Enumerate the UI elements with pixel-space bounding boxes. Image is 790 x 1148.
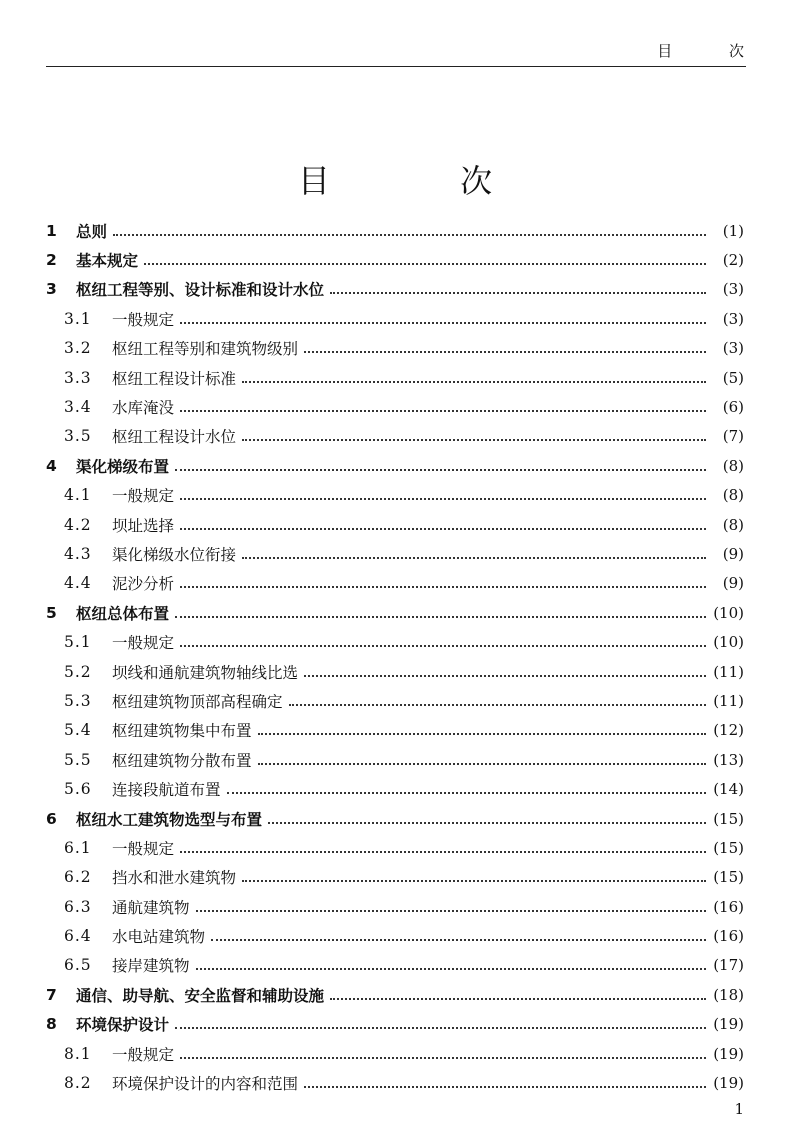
dot-leader — [258, 763, 706, 765]
toc-entry-title: 枢纽建筑物顶部高程确定 — [112, 692, 283, 711]
toc-entry-title: 水库淹没 — [112, 399, 175, 418]
running-header-title: 目 次 — [657, 42, 770, 60]
toc-entry-title: 接岸建筑物 — [112, 957, 190, 976]
toc-entry-title: 枢纽建筑物分散布置 — [112, 751, 252, 770]
toc-entry-title: 一般规定 — [112, 1045, 175, 1064]
dot-leader — [227, 792, 706, 794]
toc-entry[interactable] — [46, 245, 744, 274]
toc-entry-page: (3) — [722, 309, 744, 328]
toc-entry-number: 4.3 — [64, 544, 92, 563]
toc-entry-page: (15) — [713, 838, 744, 857]
dot-leader — [113, 234, 706, 236]
toc-entry-title: 坝址选择 — [112, 516, 175, 535]
toc-entry-title: 基本规定 — [76, 252, 139, 271]
toc-entry-page: (7) — [722, 427, 744, 446]
toc-entry-title: 枢纽工程等别和建筑物级别 — [112, 340, 299, 359]
toc-entry[interactable] — [46, 363, 744, 392]
toc-entry[interactable] — [46, 481, 744, 510]
toc-entry-page: (19) — [713, 1044, 744, 1063]
toc-entry-page: (8) — [722, 456, 744, 475]
toc-entry-number: 5.5 — [64, 750, 92, 769]
toc-entry-number: 5 — [46, 603, 57, 622]
toc-entry-title: 总则 — [76, 222, 108, 241]
toc-entry-page: (5) — [722, 368, 744, 387]
toc-entry-title: 渠化梯级水位衔接 — [112, 545, 237, 564]
toc-entry-number: 7 — [46, 985, 57, 1004]
toc-entry-page: (3) — [722, 339, 744, 358]
toc-entry[interactable] — [46, 539, 744, 568]
dot-leader — [304, 351, 706, 353]
toc-entry-number: 3.1 — [64, 309, 92, 328]
toc-entry-title: 枢纽工程设计水位 — [112, 428, 237, 447]
toc-entry-number: 5.6 — [64, 780, 92, 799]
toc-entry-title: 枢纽工程等别、设计标准和设计水位 — [76, 281, 325, 300]
dot-leader — [242, 439, 706, 441]
dot-leader — [180, 322, 706, 324]
header-rule — [46, 66, 746, 67]
dot-leader — [180, 586, 706, 588]
toc-entry-page: (15) — [713, 868, 744, 887]
toc-entry-number: 6 — [46, 809, 57, 828]
dot-leader — [196, 968, 706, 970]
toc-entry-title: 环境保护设计 — [76, 1016, 170, 1035]
toc-entry[interactable] — [46, 510, 744, 539]
toc-entry[interactable] — [46, 745, 744, 774]
dot-leader — [289, 704, 706, 706]
toc-entry-number: 5.3 — [64, 691, 92, 710]
toc-entry-title: 一般规定 — [112, 634, 175, 653]
toc-entry-title: 坝线和通航建筑物轴线比选 — [112, 663, 299, 682]
toc-entry-page: (10) — [713, 633, 744, 652]
toc-entry[interactable] — [46, 892, 744, 921]
toc-entry[interactable] — [46, 627, 744, 656]
toc-entry-number: 6.4 — [64, 927, 92, 946]
toc-entry-title: 连接段航道布置 — [112, 781, 221, 800]
dot-leader — [180, 1057, 706, 1059]
dot-leader — [180, 410, 706, 412]
toc-entry-page: (11) — [713, 662, 744, 681]
toc-entry[interactable] — [46, 833, 744, 862]
toc-entry[interactable] — [46, 334, 744, 363]
toc-entry-title: 一般规定 — [112, 839, 175, 858]
toc-entry-number: 3.3 — [64, 368, 92, 387]
toc-entry-title: 挡水和泄水建筑物 — [112, 869, 237, 888]
toc-entry-number: 6.3 — [64, 897, 92, 916]
dot-leader — [268, 822, 706, 824]
toc-entry-page: (16) — [713, 897, 744, 916]
toc-entry-page: (14) — [713, 780, 744, 799]
toc-entry-number: 3 — [46, 280, 57, 299]
toc-entry[interactable] — [46, 686, 744, 715]
toc-entry-title: 一般规定 — [112, 310, 175, 329]
dot-leader — [258, 733, 706, 735]
toc-entry[interactable] — [46, 422, 744, 451]
toc-entry[interactable] — [46, 275, 744, 304]
toc-entry-number: 5.2 — [64, 662, 92, 681]
toc-entry-title: 水电站建筑物 — [112, 928, 206, 947]
dot-leader — [180, 851, 706, 853]
toc-entry[interactable] — [46, 657, 744, 686]
toc-entry-number: 8.1 — [64, 1044, 92, 1063]
toc-entry[interactable] — [46, 216, 744, 245]
page-title: 目 次 — [297, 162, 553, 200]
toc-entry-number: 2 — [46, 251, 57, 270]
dot-leader — [175, 616, 706, 618]
dot-leader — [175, 469, 706, 471]
toc-entry-title: 渠化梯级布置 — [76, 457, 170, 476]
toc-entry-page: (3) — [722, 280, 744, 299]
toc-entry-number: 6.5 — [64, 956, 92, 975]
dot-leader — [180, 498, 706, 500]
toc-entry[interactable] — [46, 1068, 744, 1097]
toc-entry-title: 泥沙分析 — [112, 575, 175, 594]
toc-entry[interactable] — [46, 569, 744, 598]
toc-entry-page: (9) — [722, 574, 744, 593]
toc-entry-title: 枢纽建筑物集中布置 — [112, 722, 252, 741]
toc-entry-page: (15) — [713, 809, 744, 828]
toc-entry-number: 6.1 — [64, 838, 92, 857]
table-of-contents — [46, 216, 744, 1098]
toc-entry-page: (16) — [713, 927, 744, 946]
dot-leader — [180, 645, 706, 647]
toc-entry-number: 5.1 — [64, 633, 92, 652]
toc-entry-title: 一般规定 — [112, 487, 175, 506]
dot-leader — [144, 263, 706, 265]
dot-leader — [304, 675, 706, 677]
toc-entry-page: (12) — [713, 721, 744, 740]
toc-entry-page: (9) — [722, 544, 744, 563]
toc-entry-number: 3.5 — [64, 427, 92, 446]
toc-entry-page: (10) — [713, 603, 744, 622]
toc-entry-page: (18) — [713, 985, 744, 1004]
dot-leader — [330, 292, 706, 294]
toc-entry-page: (19) — [713, 1015, 744, 1034]
toc-entry-page: (1) — [722, 221, 744, 240]
dot-leader — [242, 381, 706, 383]
toc-entry-title: 枢纽工程设计标准 — [112, 369, 237, 388]
toc-entry-number: 1 — [46, 221, 57, 240]
toc-entry[interactable] — [46, 1010, 744, 1039]
toc-entry-page: (11) — [713, 691, 744, 710]
toc-entry[interactable] — [46, 951, 744, 980]
toc-entry[interactable] — [46, 598, 744, 627]
toc-entry-number: 3.2 — [64, 339, 92, 358]
toc-entry[interactable] — [46, 980, 744, 1009]
toc-entry[interactable] — [46, 451, 744, 480]
toc-entry-number: 4 — [46, 456, 57, 475]
toc-entry-number: 4.2 — [64, 515, 92, 534]
toc-entry-page: (13) — [713, 750, 744, 769]
toc-entry-title: 枢纽水工建筑物选型与布置 — [76, 810, 263, 829]
toc-entry-number: 6.2 — [64, 868, 92, 887]
dot-leader — [180, 528, 706, 530]
toc-entry[interactable] — [46, 392, 744, 421]
toc-entry-number: 5.4 — [64, 721, 92, 740]
page-number: 1 — [734, 1100, 744, 1118]
toc-entry-title: 通信、助导航、安全监督和辅助设施 — [76, 986, 325, 1005]
toc-entry-title: 通航建筑物 — [112, 898, 190, 917]
toc-entry[interactable] — [46, 716, 744, 745]
toc-entry-page: (2) — [722, 251, 744, 270]
toc-entry-page: (19) — [713, 1074, 744, 1093]
toc-entry-number: 3.4 — [64, 398, 92, 417]
toc-entry-page: (17) — [713, 956, 744, 975]
toc-entry-page: (8) — [722, 515, 744, 534]
dot-leader — [211, 939, 706, 941]
dot-leader — [196, 910, 706, 912]
dot-leader — [330, 998, 706, 1000]
toc-entry-number: 4.1 — [64, 486, 92, 505]
toc-entry-number: 8.2 — [64, 1074, 92, 1093]
dot-leader — [304, 1086, 706, 1088]
toc-entry[interactable] — [46, 304, 744, 333]
toc-entry[interactable] — [46, 863, 744, 892]
dot-leader — [175, 1027, 706, 1029]
dot-leader — [242, 880, 706, 882]
toc-entry-page: (8) — [722, 486, 744, 505]
toc-entry-number: 4.4 — [64, 574, 92, 593]
toc-entry[interactable] — [46, 921, 744, 950]
toc-entry-title: 环境保护设计的内容和范围 — [112, 1075, 299, 1094]
toc-entry-page: (6) — [722, 398, 744, 417]
toc-entry-number: 8 — [46, 1015, 57, 1034]
toc-entry-title: 枢纽总体布置 — [76, 604, 170, 623]
toc-entry[interactable] — [46, 774, 744, 803]
dot-leader — [242, 557, 706, 559]
toc-entry[interactable] — [46, 1039, 744, 1068]
toc-entry[interactable] — [46, 804, 744, 833]
